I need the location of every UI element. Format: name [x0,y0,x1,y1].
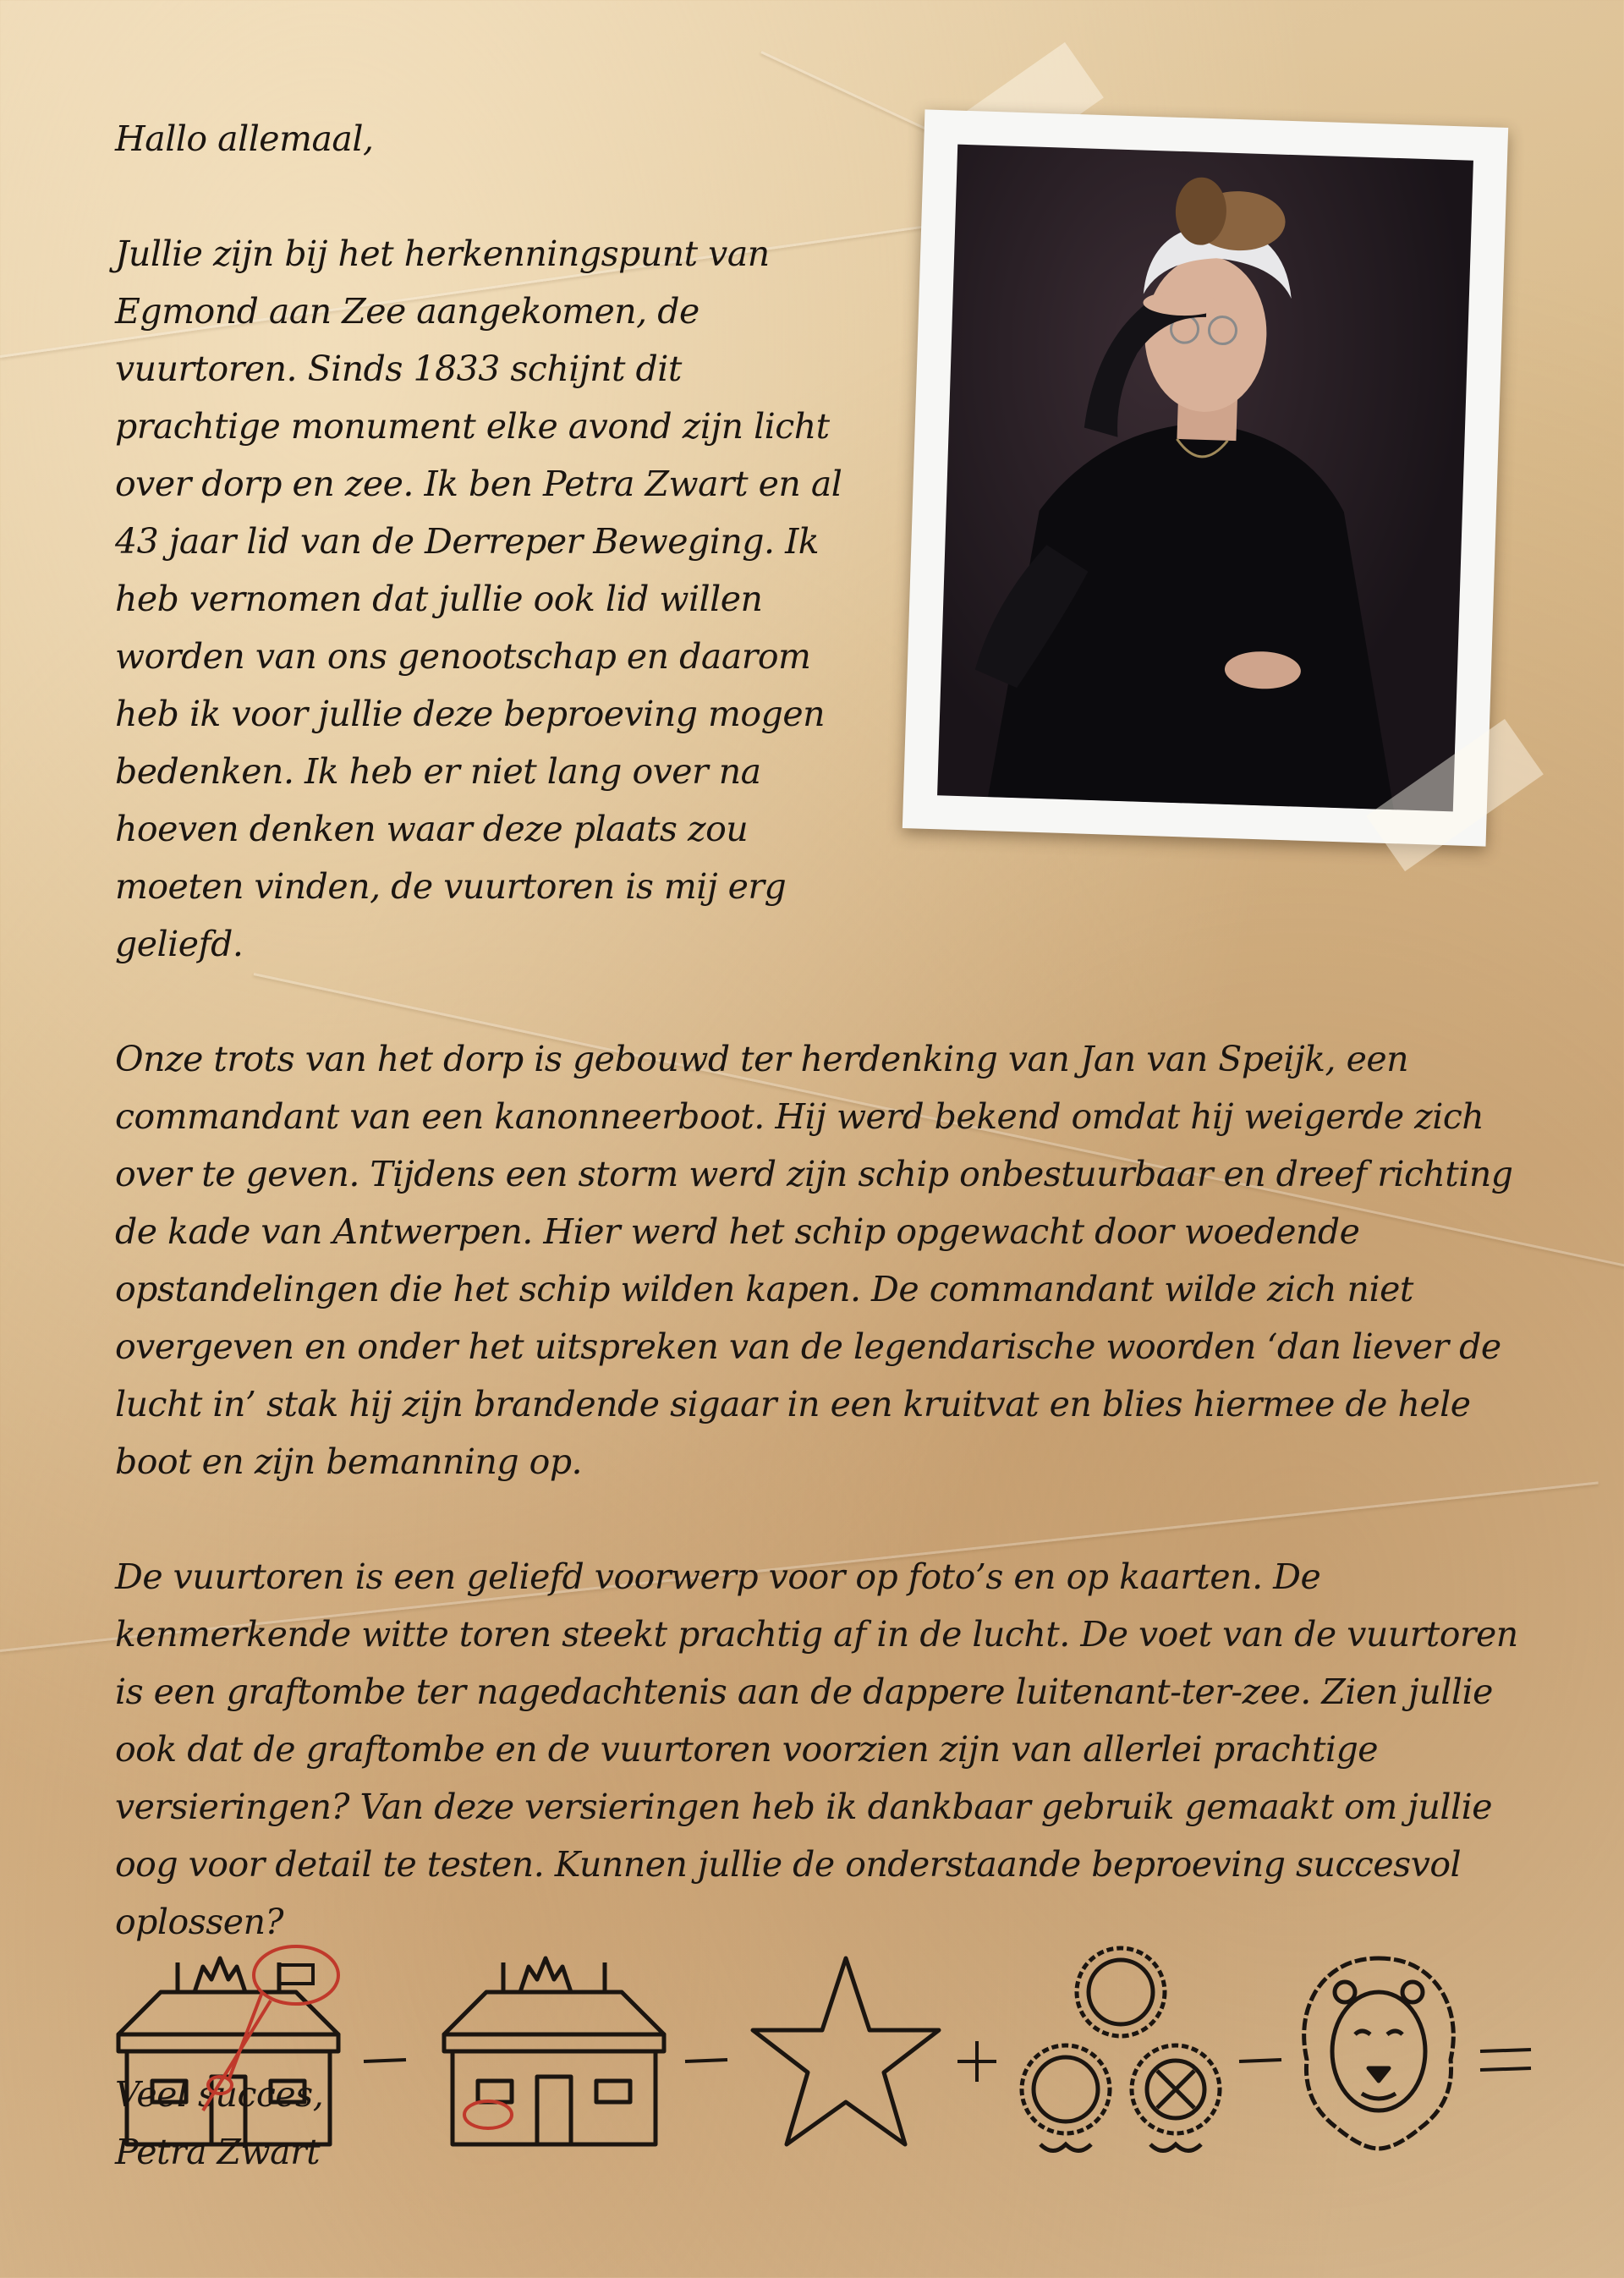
letter-paragraph-2: Onze trots van het dorp is gebouwd ter herdenking van Jan van Speijk, een commandant van een kanonneerboot. Hij werd bekend omdat hij weigerde zich over te geven. Tijdens een storm werd zijn schip onbestuurbaar en dreef richting de kade van Antwerpen. Hier werd het schip opgewacht door woedende opstandelingen die het schip wilden kapen. De commandant wilde zich niet overgeven en onder het uitspreken van de legendarische woorden ‘dan liever de lucht in’ stak hij zijn brandende sigaar in een kruitvat en blies hiermee de hele boot en zijn bemanning op. [115,1039,1513,1482]
portrait-photo [903,109,1508,846]
lion-head-icon [1294,1941,1463,2161]
equals-operator [1472,1941,1539,2161]
portrait-photo-icon [937,145,1473,812]
wreaths-icon [1015,1941,1226,2170]
tomb-with-window-circled-icon [427,1941,672,2161]
letter-paragraph-1: Jullie zijn bij het herkenningspunt van Egmond aan Zee aangekomen, de vuurtoren. Sinds 1833 schijnt dit prachtige monument elke avond zijn licht over dorp en zee. Ik ben Petra Zwart en al 43 jaar lid van de Derreper Beweging. Ik heb vernomen dat jullie ook lid willen worden van ons genootschap en daarom heb ik voor jullie deze beproeving mogen bedenken. Ik heb er niet lang over na hoeven denken waar deze plaats zou moeten vinden, de vuurtoren is mij erg geliefd. [115,233,842,964]
portrait-illustration [937,145,1473,812]
minus-operator-3 [1231,1941,1290,2161]
letter-signature: Petra Zwart [115,2132,321,2172]
minus-operator-2 [677,1941,736,2161]
letter-paragraph-3: De vuurtoren is een geliefd voorwerp voor op foto’s en op kaarten. De kenmerkende witte toren steekt prachtig af in de lucht. De voet van de vuurtoren is een graftombe ter nagedachtenis aan de dappere luitenant-ter-zee. Zien jullie ook dat de graftombe en de vuurtoren voorzien zijn van allerlei prachtige versieringen? Van deze versieringen heb ik dankbaar gebruik gemaakt om jullie oog voor detail te testen. Kunnen jullie de onderstaande beproeving succesvol oplossen? [115,1556,1518,1942]
tomb-with-sign-circled-icon [102,1941,347,2161]
minus-operator-1 [355,1941,414,2161]
puzzle-equation [102,1941,1539,2178]
letter-closing: Veel succes, [115,2074,324,2115]
plus-operator [947,1941,1007,2161]
letter-greeting: Hallo allemaal, [115,118,374,159]
star-icon [749,1941,943,2161]
